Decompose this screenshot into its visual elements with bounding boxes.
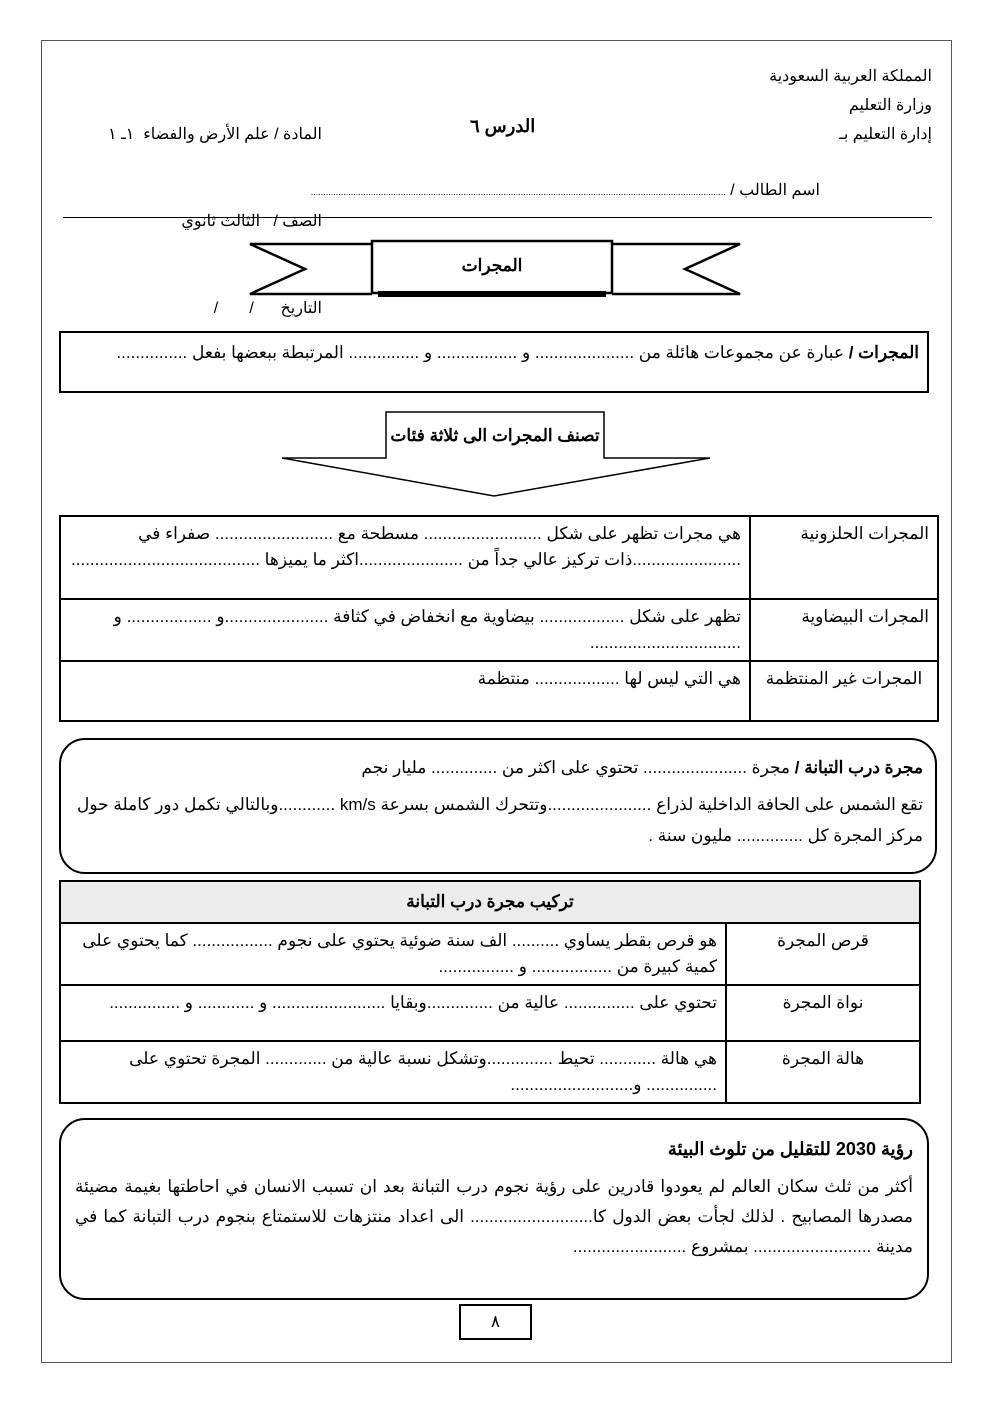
student-name-dots: ......................................................................................................................................................................	[310, 187, 726, 197]
milky-way-line2: تقع الشمس على الحافة الداخلية لذراع ......................وتتحرك الشمس بسرعة km/s ............وبالتالي تكمل دور كاملة حول مركز المجرة كل .............. مليون سنة .	[77, 795, 923, 845]
date-label: التاريخ / /	[213, 300, 322, 317]
subject-label: المادة / علم الأرض والفضاء ١ـ ١	[108, 126, 322, 143]
header-right	[769, 62, 932, 149]
page-title: المجرات	[461, 256, 523, 275]
kingdom-label: المملكة العربية السعودية	[769, 68, 932, 85]
lesson-title: الدرس ٦	[470, 116, 536, 136]
structure-description: هو قرص بقطر يساوي .......... الف سنة ضوئية يحتوي على نجوم ................. كما يحتوي على كمية كبيرة من ................. و ................	[60, 923, 726, 985]
table-row	[60, 1041, 920, 1103]
vision-text: أكثر من ثلث سكان العالم لم يعودوا قادرين على رؤية نجوم درب التبانة بعد ان تسبب الانسان في احاطتها بغيمة مضيئة مصدرها المصابيح . لذلك لجأت بعض الدول كا.......................... الى اعداد منتزهات للاستمتاع بنجوم درب التبانة كما في مدينة ......................... بمشروع ........................	[75, 1177, 913, 1256]
table-header-row	[60, 881, 920, 923]
administration-label: إدارة التعليم بـ	[839, 126, 932, 143]
classification-text: تصنف المجرات الى ثلاثة فئات	[390, 426, 600, 445]
structure-name: نواة المجرة	[726, 985, 920, 1041]
structure-header: تركيب مجرة درب التبانة	[60, 881, 920, 923]
type-name: المجرات غير المنتظمة	[750, 661, 938, 721]
structure-description: هي هالة ............ تحيط ..............وتشكل نسبة عالية من ............. المجرة تحتوي على ............... و..........................	[60, 1041, 726, 1103]
definition-term: المجرات /	[848, 343, 919, 362]
student-name-label: اسم الطالب /	[730, 182, 820, 199]
milky-way-structure-table	[59, 880, 921, 1104]
type-description: هي مجرات تظهر على شكل ......................... مسطحة مع ......................... صفراء في .......................ذات تركيز عالي جداً من ......................اكثر ما يميزها ........................................	[60, 516, 750, 599]
grade-label: الصف / الثالث ثانوي	[181, 213, 322, 230]
definition-text: عبارة عن مجموعات هائلة من ..................... و ................. و ............... المرتبطة ببعضها بفعل ...............	[116, 343, 849, 362]
milky-way-line1: مجرة ...................... تحتوي على اكثر من .............. مليار نجم	[361, 758, 795, 777]
ministry-label: وزارة التعليم	[848, 97, 932, 114]
header-divider	[63, 217, 932, 218]
table-row	[60, 661, 938, 721]
type-description: هي التي ليس لها .................. منتظمة	[60, 661, 750, 721]
structure-name: قرص المجرة	[726, 923, 920, 985]
milky-way-term: مجرة درب التبانة /	[794, 758, 923, 777]
milky-way-box	[59, 738, 937, 874]
vision-title: رؤية 2030 للتقليل من تلوث البيئة	[667, 1139, 913, 1159]
page-number: ٨	[459, 1304, 532, 1340]
structure-name: هالة المجرة	[726, 1041, 920, 1103]
table-row	[60, 599, 938, 661]
table-row	[60, 516, 938, 599]
type-name: المجرات الحلزونية	[750, 516, 938, 599]
student-name-field[interactable]	[311, 180, 820, 200]
vision-2030-box	[59, 1118, 929, 1300]
galaxy-types-table	[59, 515, 939, 722]
table-row	[60, 985, 920, 1041]
type-name: المجرات البيضاوية	[750, 599, 938, 661]
structure-description: تحتوي على ............... عالية من ..............وبقايا ........................ و ............ و ...............	[60, 985, 726, 1041]
type-description: تظهر على شكل .................. بيضاوية مع انخفاض في كثافة ......................و .................. و ................................	[60, 599, 750, 661]
table-row	[60, 923, 920, 985]
definition-box	[59, 331, 929, 393]
